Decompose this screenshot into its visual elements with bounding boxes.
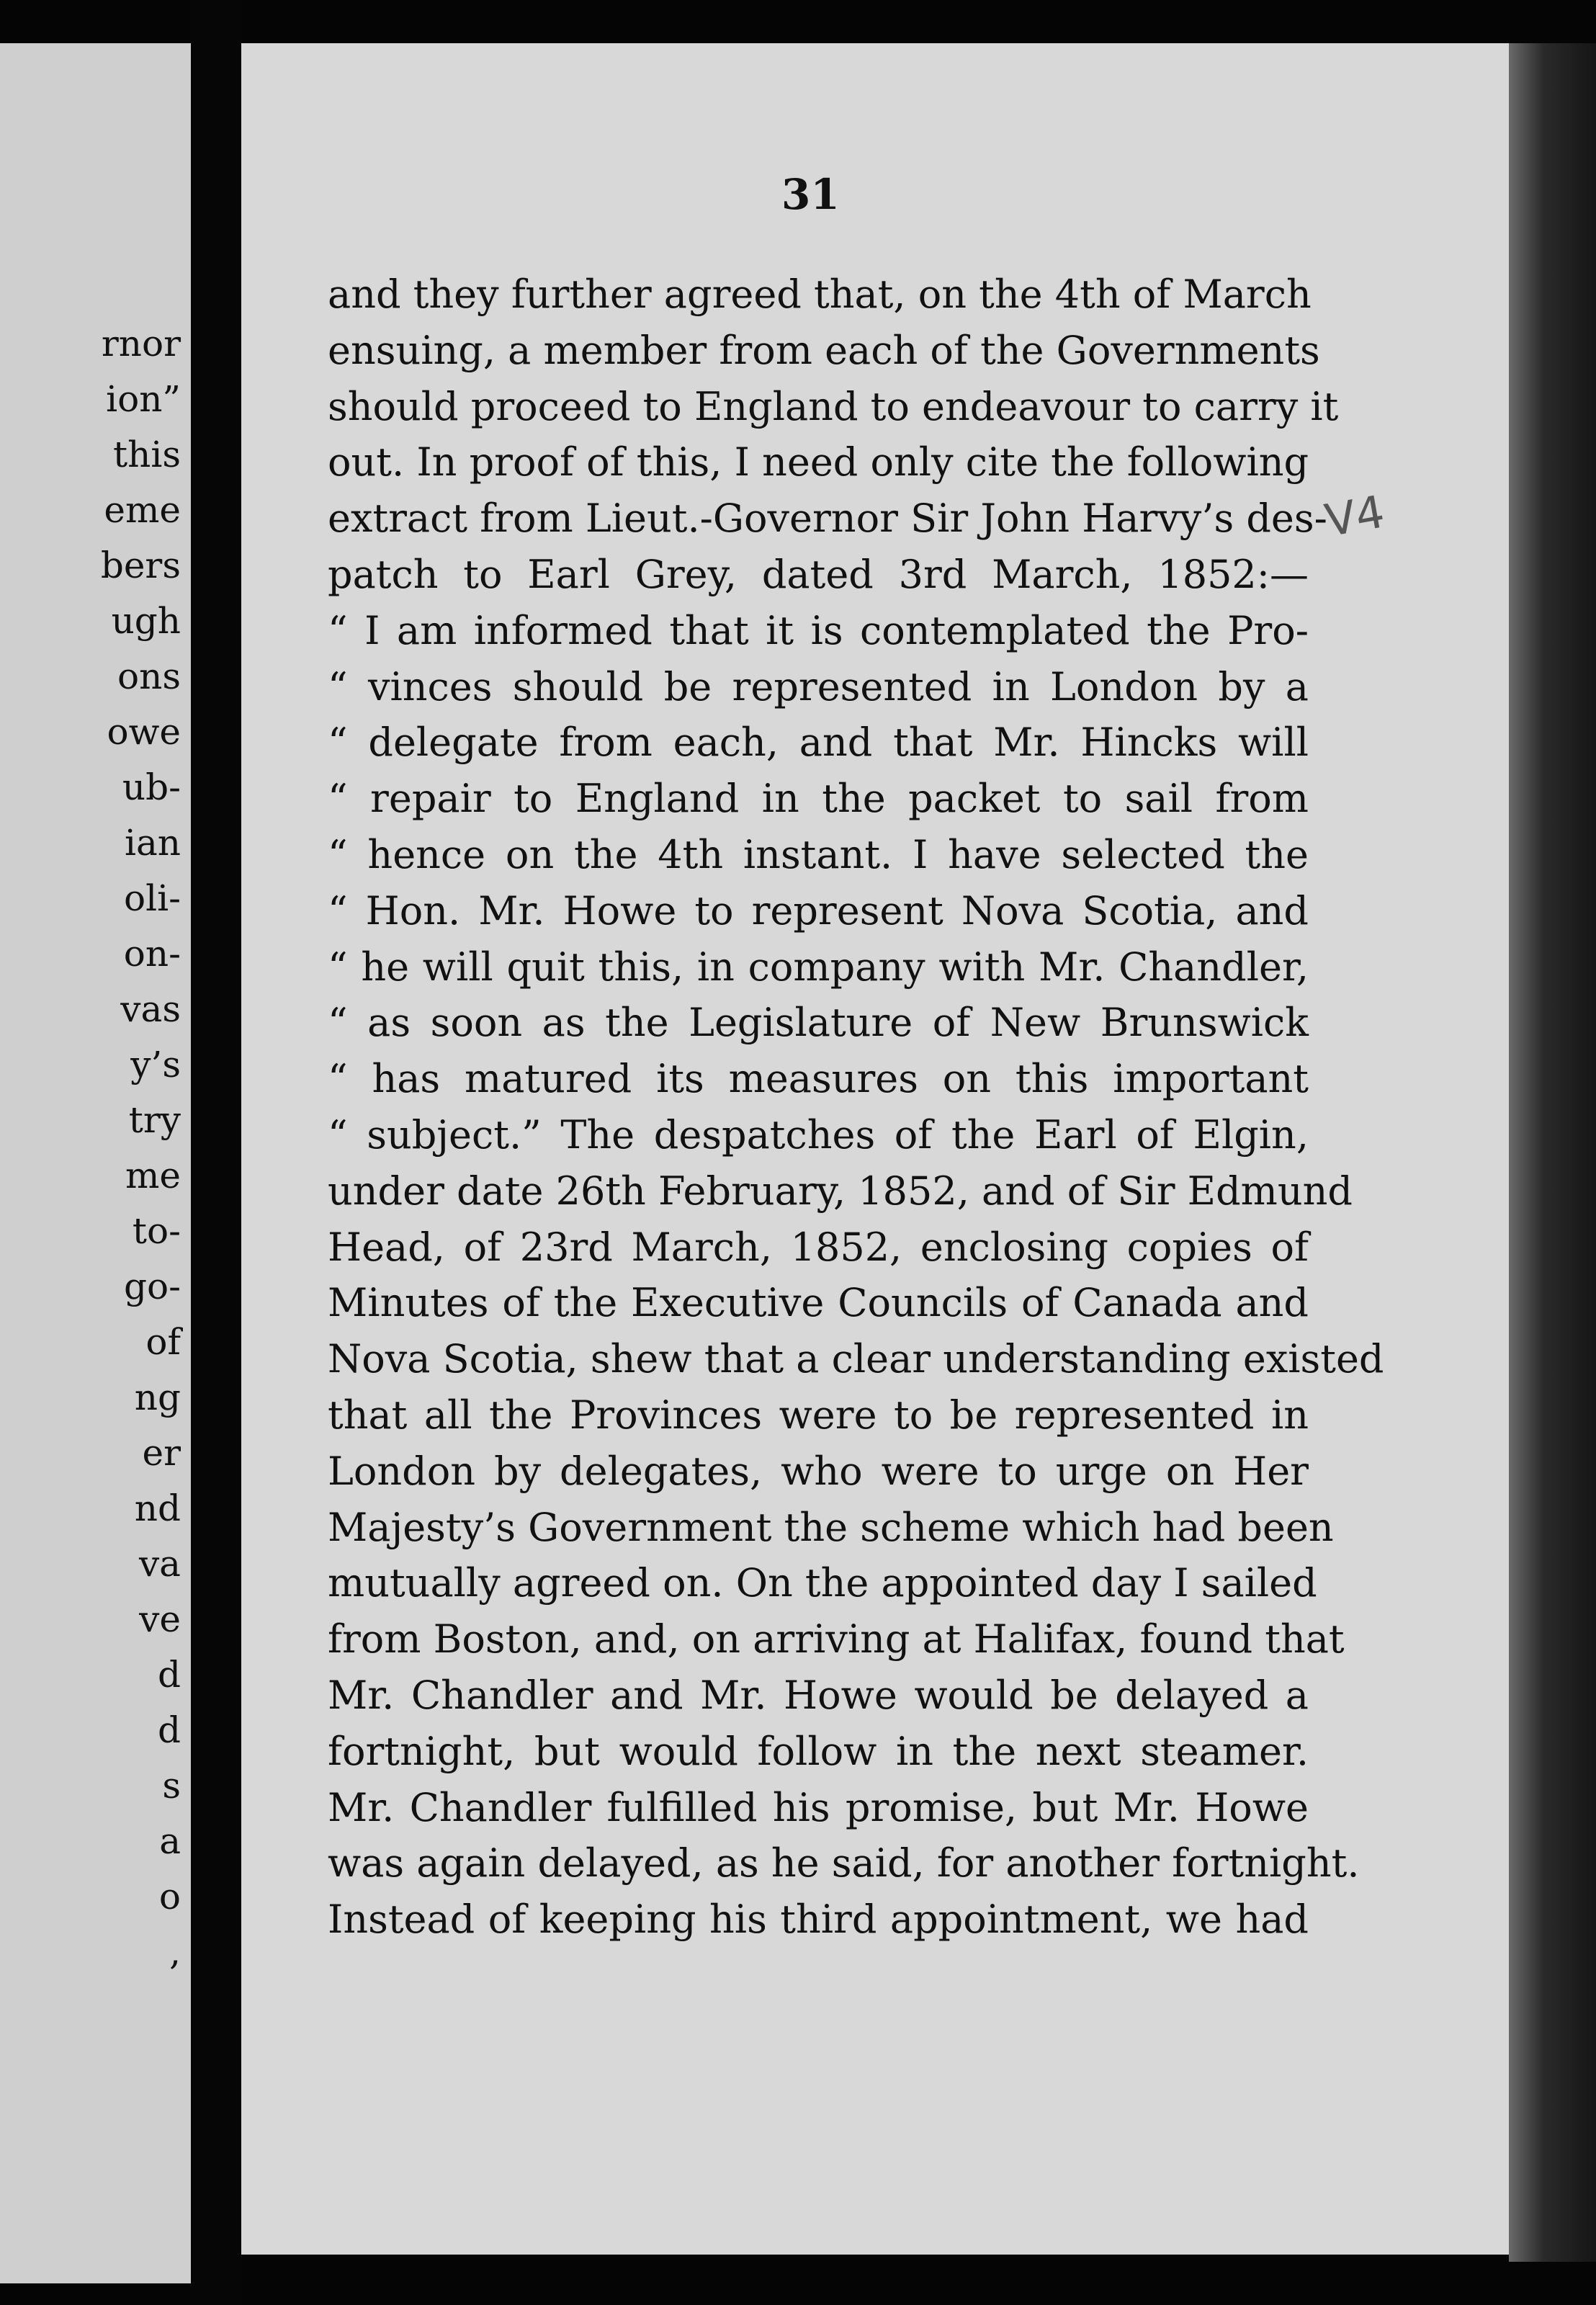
fragment-line: ub- [122,766,181,808]
fragment-line: d [157,1654,181,1696]
fragment-line: y’s [130,1044,181,1086]
fragment-line: this [113,434,181,475]
fragment-line: o [158,1876,181,1917]
book-gutter [191,0,241,2305]
text-line: Nova Scotia, shew that a clear understanding existed [328,1336,1384,1382]
text-line: patch to Earl Grey, dated 3rd March, 1852:— [328,551,1309,597]
fragment-line: s [162,1765,181,1807]
quoted-line: “ as soon as the Legislature of New Brunswick [328,1000,1309,1046]
text-line: Majesty’s Government the scheme which had been [328,1504,1334,1550]
fragment-line: d [157,1709,181,1751]
fragment-line: eme [104,489,181,531]
margin-annotation: V4 [1321,485,1389,547]
text-line: out. In proof of this, I need only cite the following [328,439,1309,485]
fragment-line: ian [124,822,181,864]
quoted-line: “ vinces should be represented in London by a [328,663,1309,710]
text-line: Mr. Chandler and Mr. Howe would be delayed a [328,1672,1309,1718]
page-number: 31 [781,170,840,219]
fragment-line: va [138,1543,181,1585]
text-line: from Boston, and, on arriving at Halifax, found that [328,1616,1345,1662]
quoted-line: “ delegate from each, and that Mr. Hincks will [328,720,1309,766]
text-line: Head, of 23rd March, 1852, enclosing copies of [328,1224,1309,1270]
fragment-line: owe [107,711,181,753]
fragment-line: on- [123,933,181,975]
text-line: Mr. Chandler fulfilled his promise, but Mr. Howe [328,1784,1309,1830]
text-line: and they further agreed that, on the 4th of March [328,272,1312,317]
fragment-line: ve [139,1598,181,1640]
text-line: Instead of keeping his third appointment, we had [328,1897,1309,1943]
fragment-line: bers [100,545,181,586]
fragment-line: , [169,1931,181,1973]
fragment-line: a [159,1820,181,1862]
text-line: should proceed to England to endeavour to carry it [328,383,1339,429]
fragment-line: ugh [111,600,181,642]
fragment-line: me [125,1155,181,1196]
page-edge-shadow [1509,43,1596,2262]
quoted-line: “ has matured its measures on this important [328,1056,1309,1102]
fragment-line: to- [132,1210,181,1252]
text-line: ensuing, a member from each of the Governments [328,327,1320,373]
text-line: that all the Provinces were to be represented in [328,1392,1309,1438]
fragment-line: vas [120,988,181,1030]
text-line: Minutes of the Executive Councils of Canada and [328,1280,1309,1326]
fragment-line: ion” [106,378,181,420]
quoted-line: “ subject.” The despatches of the Earl of Elgin, [328,1111,1309,1158]
fragment-line: er [142,1432,181,1474]
fragment-line: ons [117,655,181,697]
quoted-line: “ he will quit this, in company with Mr. Chandler, [328,944,1309,990]
fragment-line: go- [123,1266,181,1307]
fragment-line: of [145,1321,181,1363]
quoted-line: “ I am informed that it is contemplated the Pro- [328,607,1309,653]
fragment-line: ng [134,1377,181,1418]
quoted-line: “ Hon. Mr. Howe to represent Nova Scotia, and [328,887,1309,934]
text-line: under date 26th February, 1852, and of Sir Edmund [328,1168,1353,1214]
fragment-line: oli- [124,877,181,919]
fragment-line: rnor [101,323,181,364]
text-line: fortnight, but would follow in the next steamer. [328,1728,1309,1774]
facing-page-edge [0,43,191,2283]
fragment-line: try [128,1099,181,1141]
text-line: extract from Lieut.-Governor Sir John Harvy’s des- [328,496,1327,542]
fragment-line: nd [134,1487,181,1529]
quoted-line: “ hence on the 4th instant. I have selected the [328,831,1309,877]
text-line: was again delayed, as he said, for another fortnight. [328,1840,1360,1886]
text-line: London by delegates, who were to urge on Her [328,1448,1309,1494]
quoted-line: “ repair to England in the packet to sail from [328,776,1309,822]
text-line: mutually agreed on. On the appointed day I sailed [328,1560,1317,1606]
